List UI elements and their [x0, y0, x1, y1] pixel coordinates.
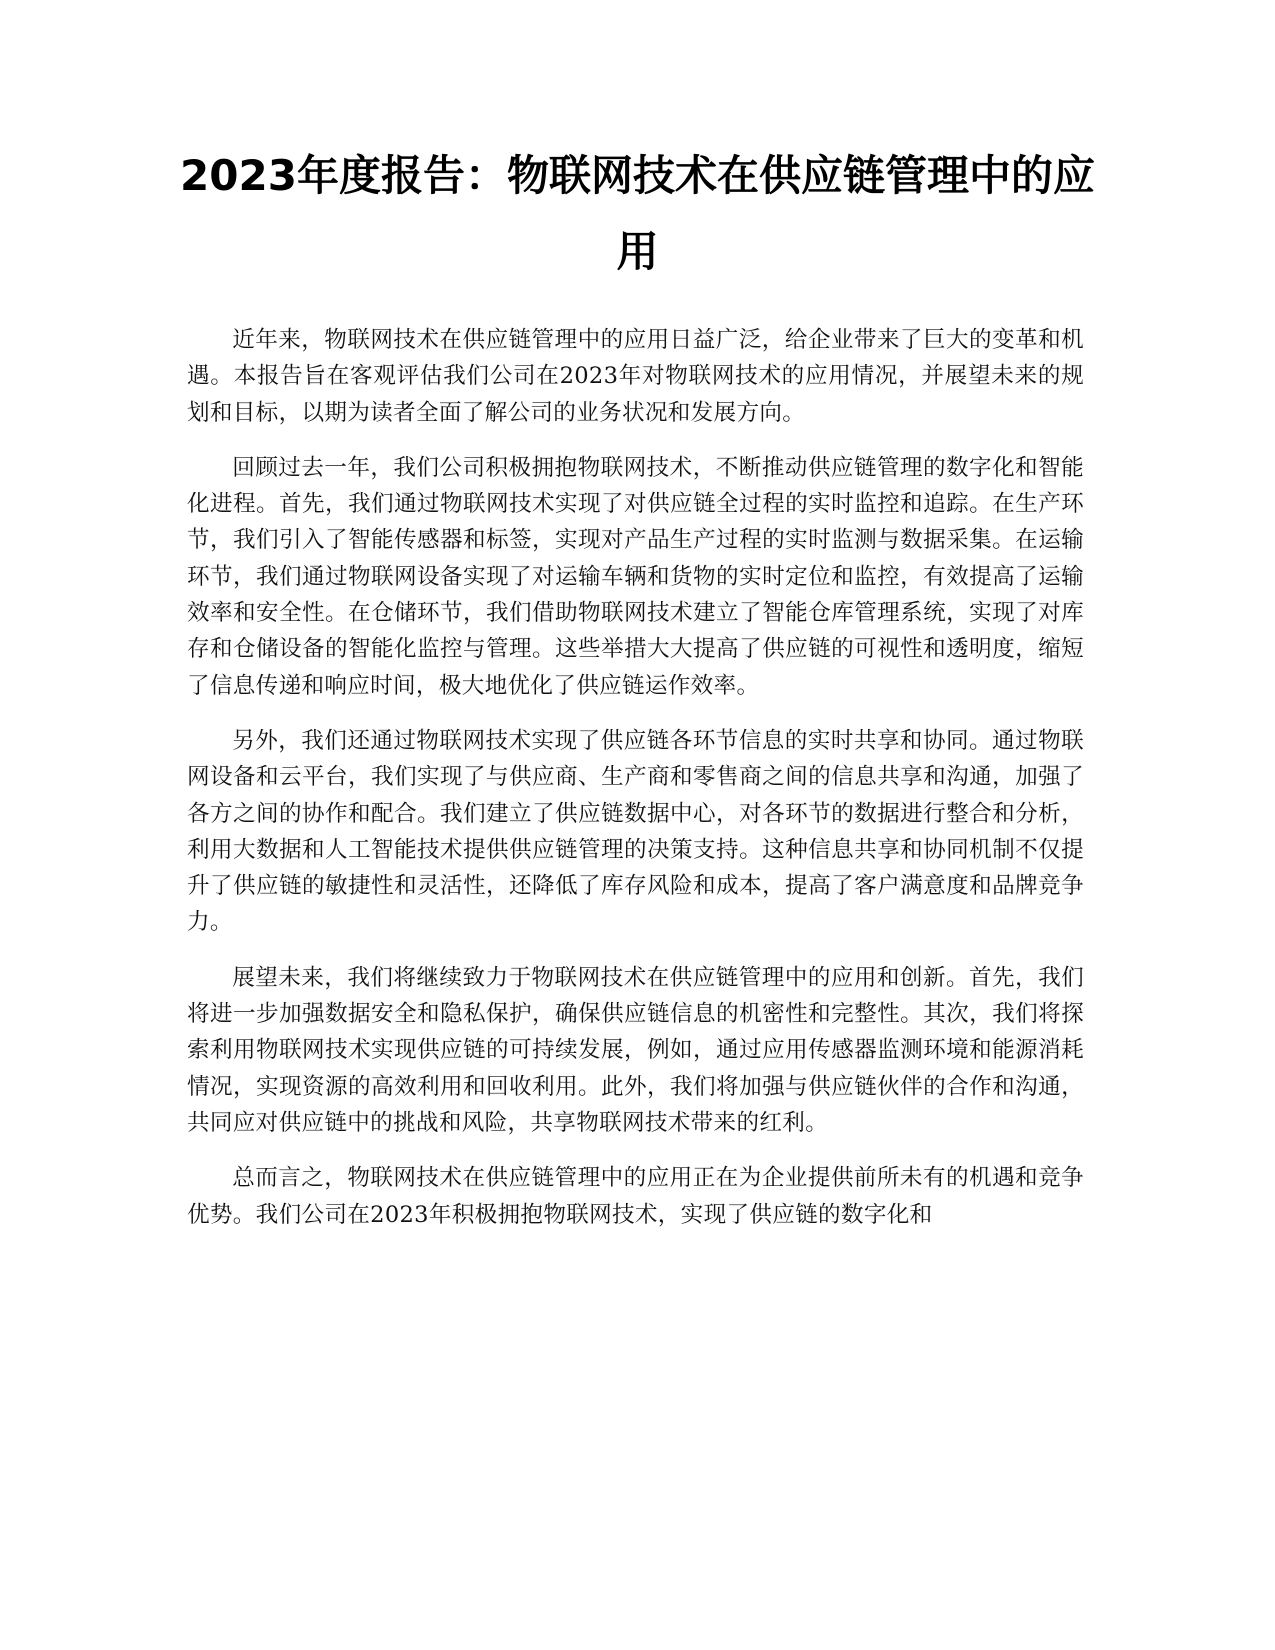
- paragraph-summary: 总而言之，物联网技术在供应链管理中的应用正在为企业提供前所未有的机遇和竞争优势。我们公司在2023年积极拥抱物联网技术，实现了供应链的数字化和: [187, 1165, 1084, 1228]
- paragraph-outlook: 展望未来，我们将继续致力于物联网技术在供应链管理中的应用和创新。首先，我们将进一步加强数据安全和隐私保护，确保供应链信息的机密性和完整性。其次，我们将探索利用物联网技术实现供应链的可持续发展，例如，通过应用传感器监测环境和能源消耗情况，实现资源的高效利用和回收利用。此外，我们将加强与供应链伙伴的合作和沟通，共同应对供应链中的挑战和风险，共享物联网技术带来的红利。: [187, 964, 1084, 1136]
- paragraph-intro: 近年来，物联网技术在供应链管理中的应用日益广泛，给企业带来了巨大的变革和机遇。本报告旨在客观评估我们公司在2023年对物联网技术的应用情况，并展望未来的规划和目标，以期为读者全面了解公司的业务状况和发展方向。: [187, 327, 1084, 426]
- document-title: 2023年度报告：物联网技术在供应链管理中的应用: [180, 151, 1095, 276]
- paragraph-review: 回顾过去一年，我们公司积极拥抱物联网技术，不断推动供应链管理的数字化和智能化进程。首先，我们通过物联网技术实现了对供应链全过程的实时监控和追踪。在生产环节，我们引入了智能传感器和标签，实现对产品生产过程的实时监测与数据采集。在运输环节，我们通过物联网设备实现了对运输车辆和货物的实时定位和监控，有效提高了运输效率和安全性。在仓储环节，我们借助物联网技术建立了智能仓库管理系统，实现了对库存和仓储设备的智能化监控与管理。这些举措大大提高了供应链的可视性和透明度，缩短了信息传递和响应时间，极大地优化了供应链运作效率。: [187, 454, 1084, 699]
- document-body: [187, 322, 1084, 1252]
- paragraph-collaboration: 另外，我们还通过物联网技术实现了供应链各环节信息的实时共享和协同。通过物联网设备和云平台，我们实现了与供应商、生产商和零售商之间的信息共享和沟通，加强了各方之间的协作和配合。我们建立了供应链数据中心，对各环节的数据进行整合和分析，利用大数据和人工智能技术提供供应链管理的决策支持。这种信息共享和协同机制不仅提升了供应链的敏捷性和灵活性，还降低了库存风险和成本，提高了客户满意度和品牌竞争力。: [187, 727, 1084, 936]
